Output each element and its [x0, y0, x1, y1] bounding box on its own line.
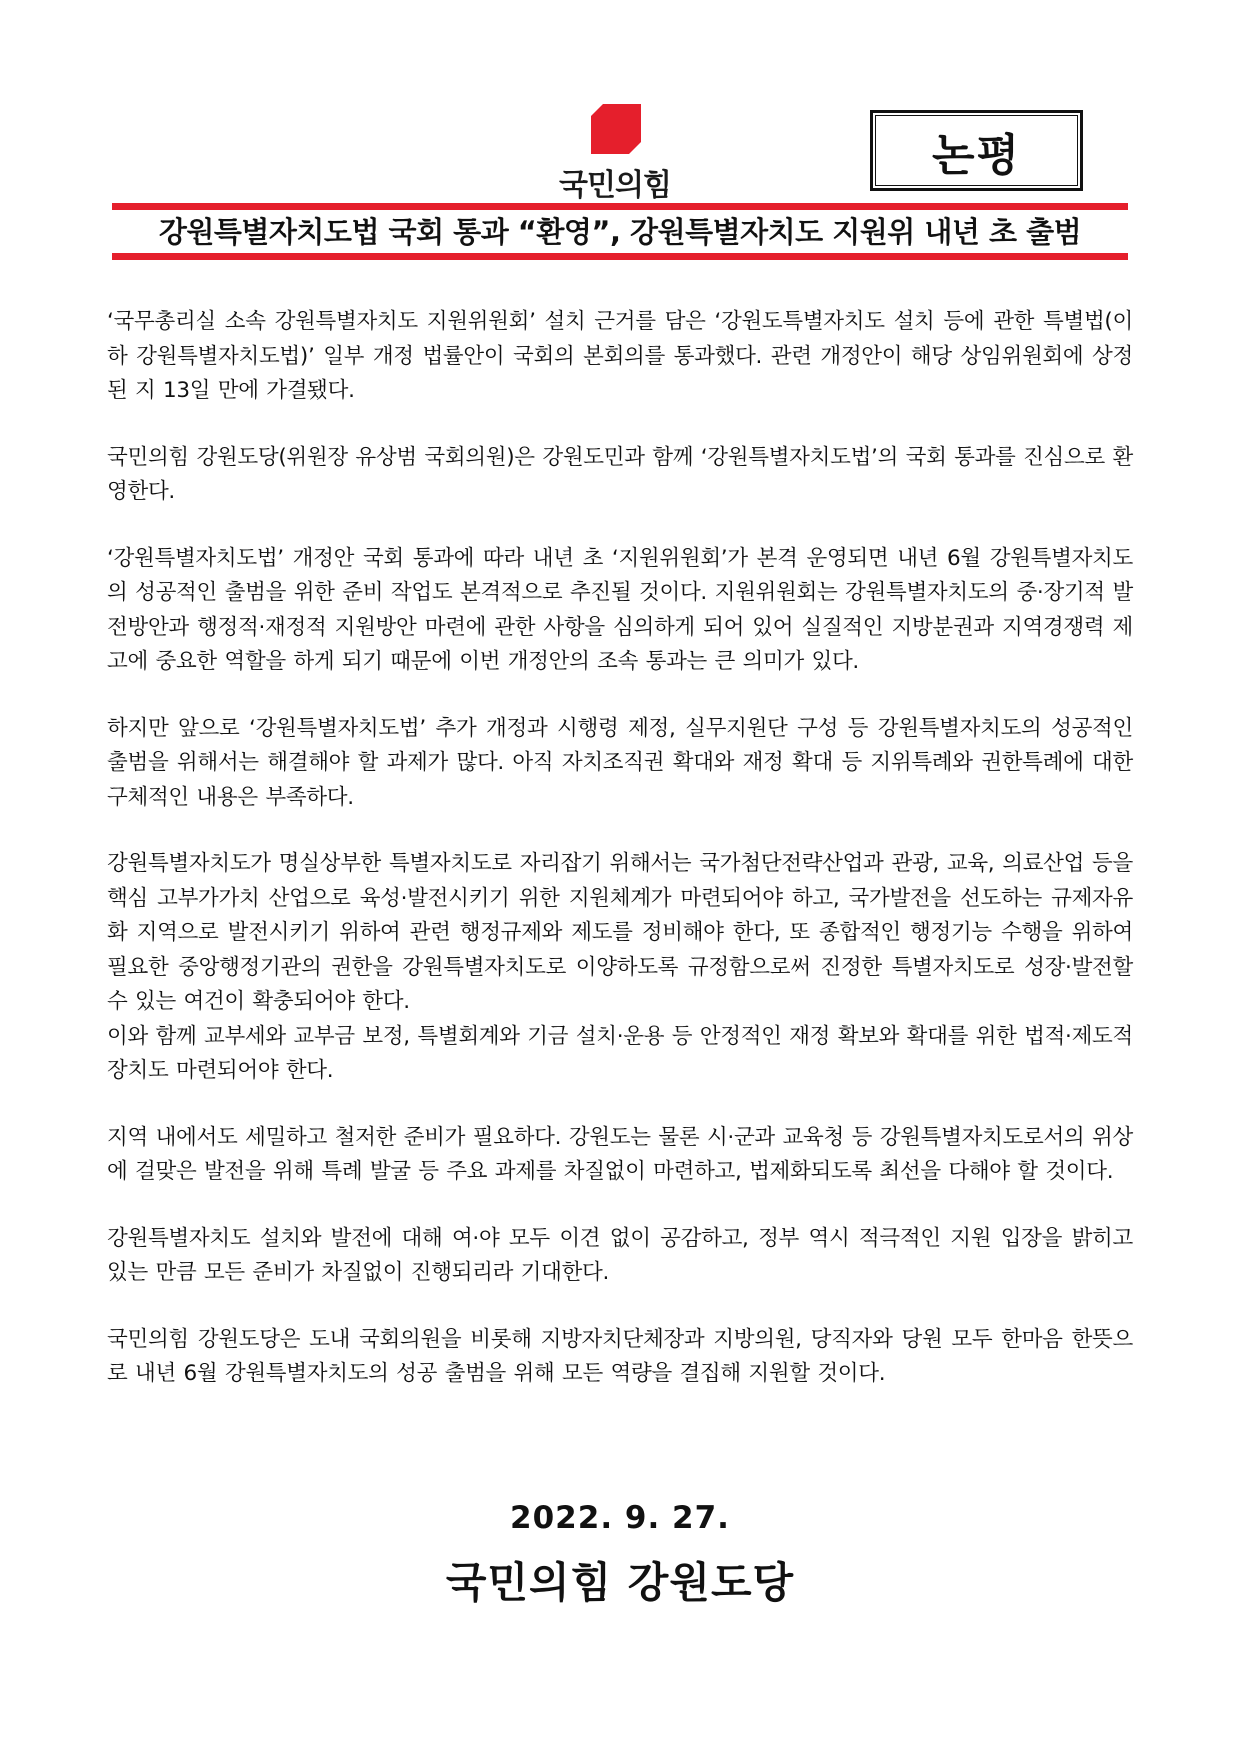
paragraph: 지역 내에서도 세밀하고 철저한 준비가 필요하다. 강원도는 물론 시·군과 교육청 등 강원특별자치도로서의 위상에 걸맞은 발전을 위해 특례 발굴 등 주요 과제를 차질없이 마련하고, 법제화되도록 최선을 다해야 할 것이다. [107, 1124, 1133, 1184]
paragraph: ‘강원특별자치도법’ 개정안 국회 통과에 따라 내년 초 ‘지원위원회’가 본격 운영되면 내년 6월 강원특별자치도의 성공적인 출범을 위한 준비 작업도 본격적으로 추진될 것이다. 지원위원회는 강원특별자치도의 중·장기적 발전방안과 행정적·재정적 지원방안 마련에 관한 사항을 심의하게 되어 있어 실질적인 지방분권과 지역경쟁력 제고에 중요한 역할을 하게 되기 때문에 이번 개정안의 조속 통과는 큰 의미가 있다. [107, 545, 1133, 674]
signature: 국민의힘 강원도당 [445, 1558, 795, 1607]
party-logo-icon [591, 104, 641, 154]
statement-body [107, 305, 1133, 1424]
party-logo-text: 국민의힘 [559, 168, 671, 203]
paragraph: 국민의힘 강원도당(위원장 유상범 국회의원)은 강원도민과 함께 ‘강원특별자치도법’의 국회 통과를 진심으로 환영한다. [107, 444, 1133, 504]
paragraph: 하지만 앞으로 ‘강원특별자치도법’ 추가 개정과 시행령 제정, 실무지원단 구성 등 강원특별자치도의 성공적인 출범을 위해서는 해결해야 할 과제가 많다. 아직 자치조직권 확대와 재정 확대 등 지위특례와 권한특례에 대한 구체적인 내용은 부족하다. [107, 715, 1133, 810]
headline: 강원특별자치도법 국회 통과 “환영”, 강원특별자치도 지원위 내년 초 출범 [158, 215, 1082, 249]
statement-date: 2022. 9. 27. [510, 1500, 730, 1536]
headline-top-rule [112, 203, 1128, 210]
paragraph: 강원특별자치도가 명실상부한 특별자치도로 자리잡기 위해서는 국가첨단전략산업과 관광, 교육, 의료산업 등을 핵심 고부가가치 산업으로 육성·발전시키기 위한 지원체계가 마련되어야 하고, 국가발전을 선도하는 규제자유화 지역으로 발전시키기 위하여 관련 행정규제와 제도를 정비해야 한다, 또 종합적인 행정기능 수행을 위하여 필요한 중앙행정기관의 권한을 강원특별자치도로 이양하도록 규정함으로써 진정한 특별자치도로 성장·발전할 수 있는 여건이 확충되어야 한다. [107, 851, 1133, 1014]
paragraph: 국민의힘 강원도당은 도내 국회의원을 비롯해 지방자치단체장과 지방의원, 당직자와 당원 모두 한마음 한뜻으로 내년 6월 강원특별자치도의 성공 출범을 위해 모든 역량을 결집해 지원할 것이다. [107, 1326, 1133, 1386]
paragraph: 강원특별자치도 설치와 발전에 대해 여·야 모두 이견 없이 공감하고, 정부 역시 적극적인 지원 입장을 밝히고 있는 만큼 모든 준비가 차질없이 진행되리라 기대한다. [107, 1225, 1133, 1285]
headline-bottom-rule [112, 253, 1128, 260]
paragraph: 이와 함께 교부세와 교부금 보정, 특별회계와 기금 설치·운용 등 안정적인 재정 확보와 확대를 위한 법적·제도적 장치도 마련되어야 한다. [107, 1023, 1133, 1083]
paragraph: ‘국무총리실 소속 강원특별자치도 지원위원회’ 설치 근거를 담은 ‘강원도특별자치도 설치 등에 관한 특별법(이하 강원특별자치도법)’ 일부 개정 법률안이 국회의 본회의를 통과했다. 관련 개정안이 해당 상임위원회에 상정된 지 13일 만에 가결됐다. [107, 309, 1133, 403]
document-type-label: 논평 [870, 110, 1083, 191]
